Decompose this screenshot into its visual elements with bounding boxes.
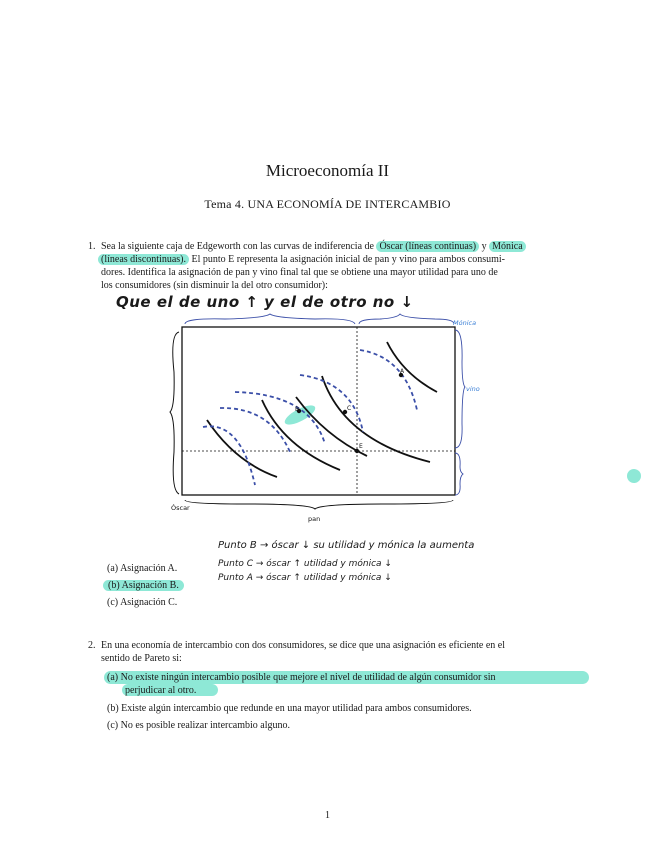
q1-line-2 xyxy=(98,254,588,267)
q2-option-a[interactable] xyxy=(107,672,496,685)
document-subtitle: Tema 4. UNA ECONOMÍA DE INTERCAMBIO xyxy=(204,197,451,211)
q1-line-1 xyxy=(101,241,591,254)
option-text: Asignación C. xyxy=(120,597,178,608)
right-brace-upper xyxy=(455,330,465,448)
monica-curve-2 xyxy=(220,408,290,452)
monica-curve-3 xyxy=(235,392,325,444)
handwritten-note-b: Punto B → óscar ↓ su utilidad y mónica la aumenta xyxy=(218,540,475,551)
label-oscar: Óscar xyxy=(171,504,190,512)
option-label: (b) xyxy=(107,703,119,714)
monica-curve-1 xyxy=(203,426,255,485)
q1-text-b: El punto E representa la asignación inicial de pan y vino para ambos consumi- xyxy=(188,254,505,265)
option-text: Existe algún intercambio que redunde en una mayor utilidad para ambos consumidores. xyxy=(121,703,472,714)
top-brace-right xyxy=(359,314,454,324)
monica-curve-5 xyxy=(360,350,417,410)
bottom-brace xyxy=(185,500,453,509)
document-title: Microeconomía II xyxy=(265,161,390,180)
option-label: (c) xyxy=(107,597,119,608)
option-label: (a) xyxy=(107,563,119,574)
q2-number: 2. xyxy=(88,640,96,651)
highlight-option-b xyxy=(103,580,184,591)
edgeworth-box xyxy=(182,327,455,495)
highlight-monica-2: (líneas discontinuas). xyxy=(98,254,189,265)
highlight-point-b xyxy=(282,402,318,429)
option-text: No es posible realizar intercambio alguno. xyxy=(120,720,290,731)
top-brace-left xyxy=(185,314,355,324)
q1-option-a[interactable] xyxy=(107,563,177,576)
edgeworth-box-diagram xyxy=(165,312,515,524)
q2-option-a-cont: perjudicar al otro. xyxy=(125,685,197,696)
option-label: (c) xyxy=(107,720,119,731)
option-text: Asignación B. xyxy=(121,580,179,591)
highlight-dot xyxy=(627,469,641,483)
oscar-curve-5 xyxy=(387,342,437,392)
option-label: (b) xyxy=(108,580,120,591)
option-text: Asignación A. xyxy=(120,563,178,574)
highlight-oscar: Óscar (líneas continuas) xyxy=(376,241,479,252)
highlight-monica: Mónica xyxy=(489,241,526,252)
q1-option-c[interactable] xyxy=(107,597,177,610)
q1-text-y: y xyxy=(479,241,490,252)
oscar-curve-4 xyxy=(322,376,430,462)
left-brace xyxy=(170,332,179,494)
right-brace-lower xyxy=(455,453,463,495)
handwritten-note-a: Punto A → óscar ↑ utilidad y mónica ↓ xyxy=(218,573,392,583)
point-e-label: E xyxy=(359,443,363,450)
point-a-label: A xyxy=(400,368,405,375)
option-label: (a) xyxy=(107,672,119,683)
q1-option-b[interactable] xyxy=(103,580,184,593)
handwritten-note-top: Que el de uno ↑ y el de otro no ↓ xyxy=(116,293,414,311)
label-vino: vino xyxy=(466,385,480,393)
q1-line-4: los consumidores (sin disminuir la del otro consumidor): xyxy=(101,280,328,291)
label-pan: pan xyxy=(308,515,321,523)
label-monica: Mónica xyxy=(453,319,477,327)
point-c-label: C xyxy=(347,405,352,412)
q1-line-3: dores. Identifica la asignación de pan y vino final tal que se obtiene una mayor utilidad para uno de xyxy=(101,267,498,278)
q1-number: 1. xyxy=(88,241,96,252)
q2-line-1: En una economía de intercambio con dos consumidores, se dice que una asignación es eficiente en el xyxy=(101,640,506,651)
q1-text-a: Sea la siguiente caja de Edgeworth con las curvas de indiferencia de xyxy=(101,241,377,252)
q2-line-2: sentido de Pareto si: xyxy=(101,653,182,664)
oscar-curve-1 xyxy=(207,420,277,477)
q2-option-c[interactable] xyxy=(107,720,290,733)
page-number: 1 xyxy=(325,810,330,821)
handwritten-note-c: Punto C → óscar ↑ utilidad y mónica ↓ xyxy=(218,559,392,569)
option-text: No existe ningún intercambio posible que mejore el nivel de utilidad de algún consumidor sin xyxy=(120,672,496,683)
point-b-label: B xyxy=(295,406,300,413)
q2-option-b[interactable] xyxy=(107,703,472,716)
